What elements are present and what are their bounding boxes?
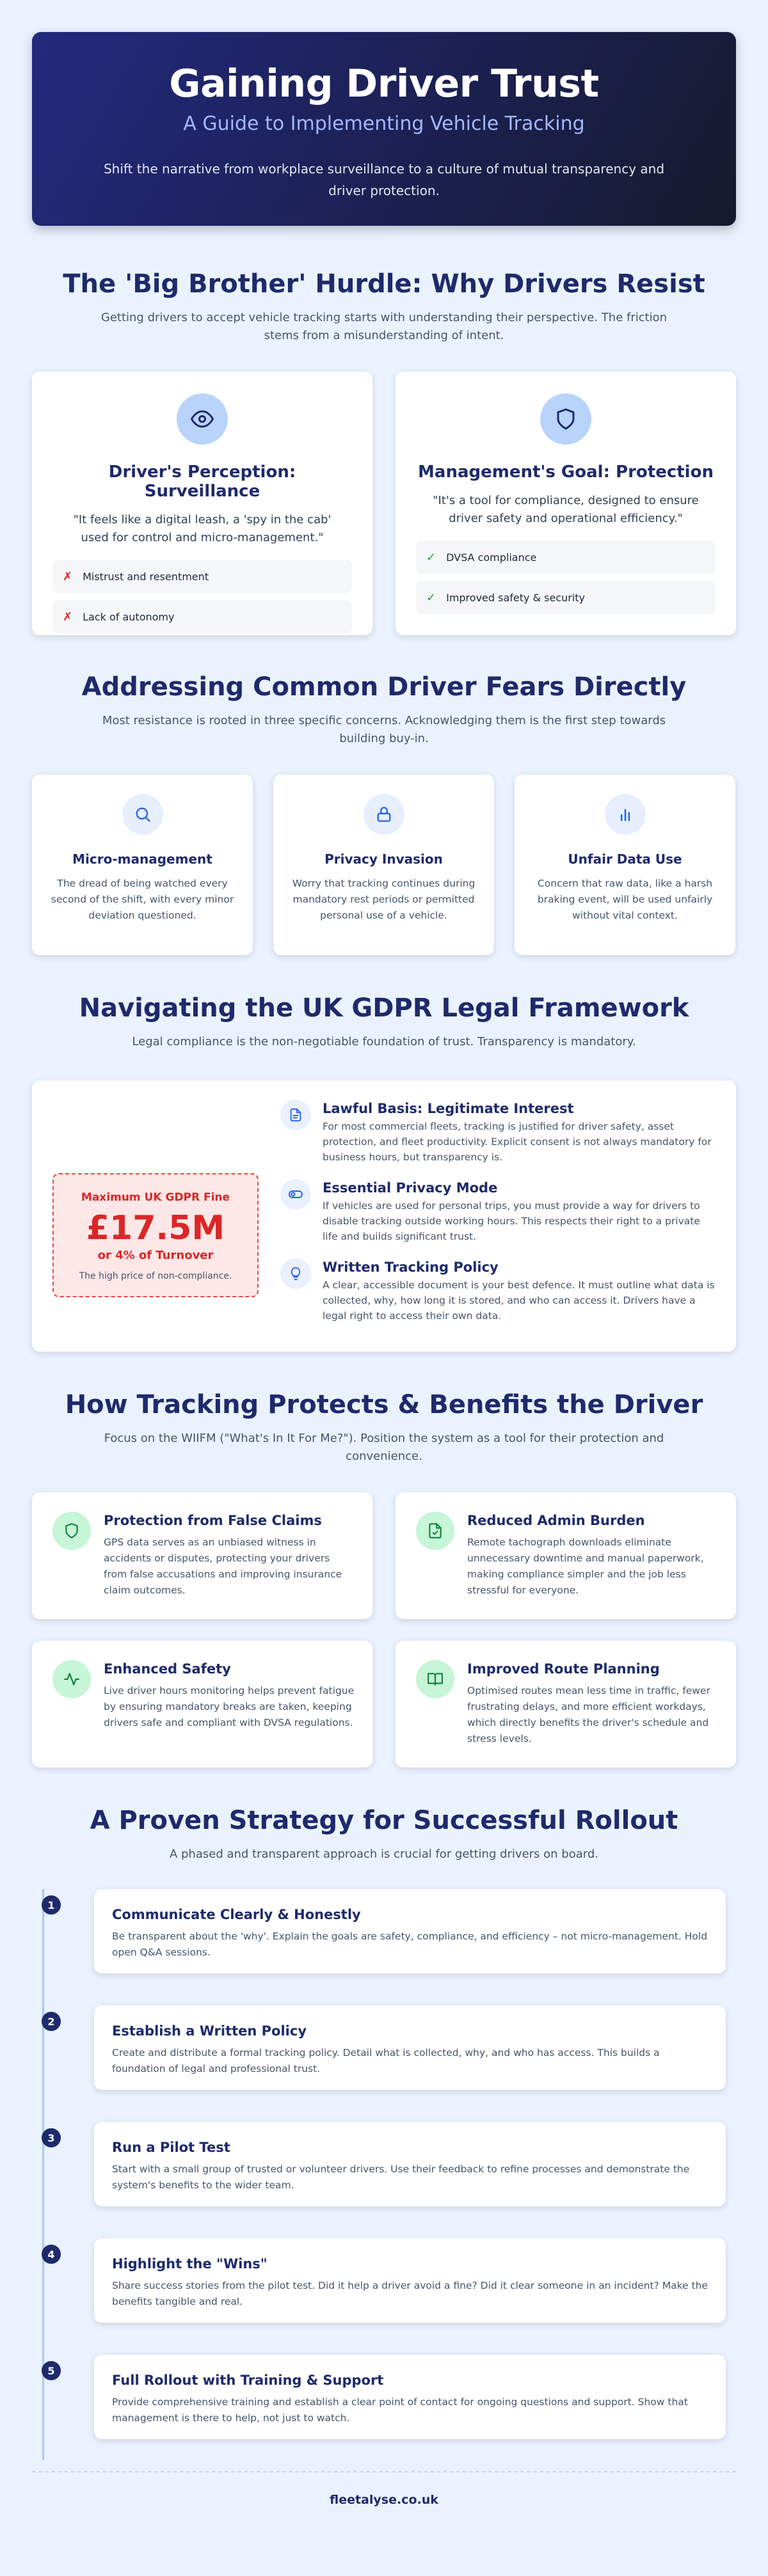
card-text: The dread of being watched every second of the shift, with every minor deviation questioned. bbox=[51, 878, 234, 921]
step-heading: Run a Pilot Test bbox=[112, 2140, 230, 2155]
fine-label: Maximum UK GDPR Fine bbox=[81, 1191, 230, 1204]
step-heading: Establish a Written Policy bbox=[112, 2023, 307, 2039]
bar-chart-icon bbox=[605, 794, 646, 835]
card-quote: "It's a tool for compliance, designed to ensure driver safety and operational efficiency." bbox=[433, 494, 699, 525]
step-text: Share success stories from the pilot test. Did it help a driver avoid a fine? Did it clear someone in an incident? Make the benefits tangible and real. bbox=[112, 2280, 708, 2307]
card-quote: "It feels like a digital leash, a 'spy in the cab' used for control and micro-management." bbox=[73, 513, 332, 544]
section-subtitle: Focus on the WIIFM ("What's In It For Me?"). Position the system as a tool for their protection and convenience. bbox=[104, 1432, 664, 1463]
timeline-step bbox=[47, 2122, 736, 2206]
step-number: 5 bbox=[42, 2361, 61, 2380]
step-text: Provide comprehensive training and establish a clear point of contact for ongoing questions and support. Show that management is there to help, not just to watch. bbox=[112, 2396, 688, 2424]
step-number: 1 bbox=[42, 1895, 61, 1915]
card-heading: Privacy Invasion bbox=[324, 851, 443, 867]
section-title: Addressing Common Driver Fears Directly bbox=[81, 672, 687, 702]
card-heading: Micro-management bbox=[72, 851, 212, 867]
step-text: Start with a small group of trusted or volunteer drivers. Use their feedback to refine processes and demonstrate the system's benefits to the wider team. bbox=[112, 2163, 690, 2191]
item-heading: Essential Privacy Mode bbox=[323, 1180, 498, 1196]
lightbulb-icon bbox=[280, 1258, 311, 1289]
card-heading: Management's Goal: Protection bbox=[418, 462, 714, 482]
section-subtitle: Legal compliance is the non-negotiable foundation of trust. Transparency is mandatory. bbox=[132, 1035, 636, 1048]
item-heading: Written Tracking Policy bbox=[323, 1260, 499, 1275]
footer-site-link[interactable]: fleetalyse.co.uk bbox=[330, 2493, 438, 2507]
fear-card bbox=[515, 775, 735, 955]
timeline-step bbox=[47, 2355, 736, 2439]
shield-icon bbox=[540, 393, 591, 445]
step-text: Be transparent about the 'why'. Explain the goals are safety, compliance, and efficiency – not micro-management. Hold open Q&A sessions. bbox=[112, 1931, 708, 1958]
section-subtitle: Most resistance is rooted in three specific concerns. Acknowledging them is the first step towards building buy-in. bbox=[102, 714, 666, 745]
fear-card bbox=[273, 775, 494, 955]
benefit-card bbox=[32, 1641, 372, 1767]
step-text: Create and distribute a formal tracking policy. Detail what is collected, why, and who has access. This builds a foundation of legal and professional trust. bbox=[112, 2047, 660, 2074]
fine-amount: £17.5M bbox=[86, 1209, 225, 1247]
goal-card bbox=[396, 372, 736, 635]
hero-banner bbox=[32, 32, 736, 226]
step-number: 4 bbox=[42, 2245, 61, 2264]
list-item-text: DVSA compliance bbox=[446, 551, 537, 564]
list-item bbox=[52, 600, 352, 633]
step-heading: Full Rollout with Training & Support bbox=[112, 2373, 384, 2388]
card-heading: Unfair Data Use bbox=[568, 851, 682, 867]
rollout-timeline bbox=[32, 1889, 736, 2439]
gdpr-item bbox=[280, 1258, 716, 1324]
check-icon: ✓ bbox=[426, 590, 436, 604]
list-item-text: Mistrust and resentment bbox=[83, 570, 209, 583]
rollout-section bbox=[32, 1805, 736, 2439]
gdpr-item bbox=[280, 1179, 716, 1244]
card-heading: Protection from False Claims bbox=[104, 1513, 322, 1528]
search-icon bbox=[122, 794, 163, 835]
toggle-icon bbox=[280, 1179, 311, 1210]
step-heading: Communicate Clearly & Honestly bbox=[112, 1907, 361, 1922]
list-item bbox=[52, 560, 352, 593]
document-icon bbox=[280, 1100, 311, 1130]
hero-tagline: Shift the narrative from workplace surveillance to a culture of mutual transparency and driver protection. bbox=[103, 161, 665, 198]
list-item-text: Lack of autonomy bbox=[83, 610, 175, 623]
benefit-card bbox=[32, 1492, 372, 1619]
map-book-icon bbox=[416, 1660, 454, 1698]
file-check-icon bbox=[416, 1512, 454, 1550]
cross-icon: ✗ bbox=[63, 569, 73, 583]
section-subtitle: A phased and transparent approach is crucial for getting drivers on board. bbox=[169, 1847, 599, 1861]
card-text: Remote tachograph downloads eliminate unnecessary downtime and manual paperwork, making compliance simpler and the job less stressful for everyone. bbox=[467, 1537, 704, 1596]
benefit-card bbox=[396, 1641, 736, 1767]
step-number: 2 bbox=[42, 2012, 61, 2031]
card-heading: Driver's Perception: Surveillance bbox=[108, 462, 296, 501]
step-heading: Highlight the "Wins" bbox=[112, 2256, 268, 2272]
fear-card bbox=[32, 775, 253, 955]
fine-callout bbox=[52, 1173, 259, 1297]
section-subtitle: Getting drivers to accept vehicle tracking starts with understanding their perspective. The friction stems from a misunderstanding of intent. bbox=[100, 311, 668, 342]
card-text: Concern that raw data, like a harsh braking event, will be used unfairly without vital context. bbox=[537, 878, 713, 921]
gdpr-item bbox=[280, 1100, 716, 1165]
check-icon: ✓ bbox=[426, 550, 436, 564]
step-number: 3 bbox=[42, 2128, 61, 2147]
benefit-card bbox=[396, 1492, 736, 1619]
fears-section bbox=[32, 671, 736, 955]
page-title: Gaining Driver Trust bbox=[169, 61, 599, 106]
lock-icon bbox=[364, 794, 404, 835]
card-heading: Improved Route Planning bbox=[467, 1661, 660, 1677]
timeline-step bbox=[47, 2005, 736, 2090]
page-subtitle: A Guide to Implementing Vehicle Tracking bbox=[183, 113, 585, 135]
activity-icon bbox=[52, 1660, 91, 1698]
section-title: The 'Big Brother' Hurdle: Why Drivers Resist bbox=[63, 269, 705, 299]
gdpr-section bbox=[32, 992, 736, 1352]
item-text: If vehicles are used for personal trips, you must provide a way for drivers to disable tracking outside working hours. This respects their right to a private life and builds significant trust. bbox=[323, 1200, 700, 1242]
perception-card bbox=[32, 372, 372, 635]
eye-icon bbox=[177, 393, 228, 445]
card-heading: Reduced Admin Burden bbox=[467, 1513, 645, 1528]
list-item bbox=[416, 541, 716, 574]
card-text: GPS data serves as an unbiased witness in accidents or disputes, protecting your drivers from false accusations and improving insurance claim outcomes. bbox=[104, 1537, 342, 1596]
card-text: Optimised routes mean less time in traffic, fewer frustrating delays, and more efficient workdays, which directly benefits the driver's schedule and stress levels. bbox=[467, 1685, 710, 1744]
cross-icon: ✗ bbox=[63, 610, 73, 624]
item-text: For most commercial fleets, tracking is justified for driver safety, asset protection, and fleet productivity. Explicit consent is not always mandatory for business hours, but transparency is. bbox=[323, 1121, 712, 1163]
item-heading: Lawful Basis: Legitimate Interest bbox=[323, 1101, 574, 1116]
timeline-step bbox=[47, 1889, 736, 1973]
section-title: A Proven Strategy for Successful Rollout bbox=[90, 1806, 678, 1835]
card-heading: Enhanced Safety bbox=[104, 1661, 231, 1677]
gdpr-card bbox=[32, 1080, 736, 1352]
fine-note: The high price of non-compliance. bbox=[79, 1271, 232, 1281]
section-title: How Tracking Protects & Benefits the Driver bbox=[65, 1390, 703, 1419]
item-text: A clear, accessible document is your best defence. It must outline what data is collected, why, how long it is stored, and who can access it. Drivers have a legal right to access their own data. bbox=[323, 1279, 715, 1322]
shield-icon bbox=[52, 1512, 91, 1550]
timeline-step bbox=[47, 2238, 736, 2323]
card-text: Worry that tracking continues during mandatory rest periods or permitted personal use of a vehicle. bbox=[292, 878, 476, 921]
list-item-text: Improved safety & security bbox=[446, 591, 586, 604]
card-text: Live driver hours monitoring helps prevent fatigue by ensuring mandatory breaks are taken, keeping drivers safe and compliant with DVSA regulations. bbox=[104, 1685, 355, 1728]
list-item bbox=[416, 581, 716, 614]
benefits-section bbox=[32, 1389, 736, 1767]
hurdle-section bbox=[32, 268, 736, 635]
section-title: Navigating the UK GDPR Legal Framework bbox=[79, 993, 689, 1023]
fine-alternative: or 4% of Turnover bbox=[97, 1249, 214, 1262]
